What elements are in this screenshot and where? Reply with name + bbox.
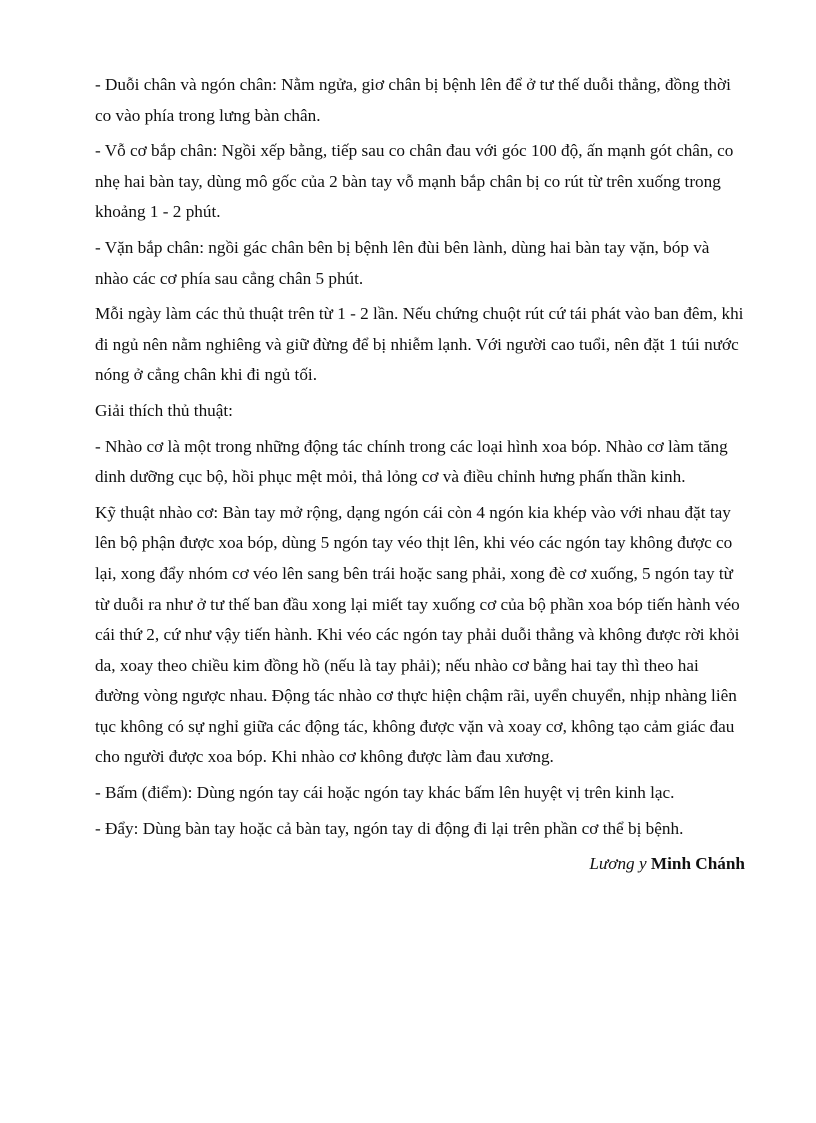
- signature-name: Minh Chánh: [650, 854, 745, 874]
- signature: [95, 849, 745, 880]
- paragraph-day: - Đẩy: Dùng bàn tay hoặc cả bàn tay, ngón tay di động đi lại trên phần cơ thể bị bệnh.: [95, 818, 684, 838]
- paragraph-vo-co-bap-chan: - Vỗ cơ bắp chân: Ngồi xếp bằng, tiếp sau co chân đau với góc 100 độ, ấn mạnh gót chân, co nhẹ hai bàn tay, dùng mô gốc của 2 bàn tay vỗ mạnh bắp chân bị co rút từ trên xuống trong khoảng 1 - 2 phút.: [95, 141, 734, 222]
- signature-role: Lương y: [589, 854, 647, 874]
- paragraph-nhao-co: - Nhào cơ là một trong những động tác chính trong các loại hình xoa bóp. Nhào cơ làm tăng dinh dưỡng cục bộ, hồi phục mệt mỏi, thả lỏng cơ và điều chỉnh hưng phấn thần kinh.: [95, 436, 728, 487]
- document-body: [95, 70, 745, 880]
- paragraph-duoi-chan: - Duỗi chân và ngón chân: Nằm ngửa, giơ chân bị bệnh lên để ở tư thế duỗi thẳng, đồng thời co vào phía trong lưng bàn chân.: [95, 75, 731, 125]
- paragraph-moi-ngay: Mỗi ngày làm các thủ thuật trên từ 1 - 2 lần. Nếu chứng chuột rút cứ tái phát vào ban đêm, khi đi ngủ nên nằm nghiêng và giữ đừng để bị nhiễm lạnh. Với người cao tuổi, nên đặt 1 túi nước nóng ở cẳng chân khi đi ngủ tối.: [95, 304, 744, 385]
- paragraph-ky-thuat-nhao-co: Kỹ thuật nhào cơ: Bàn tay mở rộng, dạng ngón cái còn 4 ngón kia khép vào với nhau đặt tay lên bộ phận được xoa bóp, dùng 5 ngón tay véo thịt lên, khi véo các ngón tay không được co lại, xong đẩy nhóm cơ véo lên sang bên trái hoặc sang phải, xong đè cơ xuống, 5 ngón tay từ từ duỗi ra như ở tư thế ban đầu xong lại miết tay xuống cơ của bộ phần xoa bóp tiến hành véo cái thứ 2, cứ như vậy tiến hành. Khi véo các ngón tay phải duỗi thẳng và không được rời khỏi da, xoay theo chiều kim đồng hồ (nếu là tay phải); nếu nhào cơ bằng hai tay thì theo hai đường vòng ngược nhau. Động tác nhào cơ thực hiện chậm rãi, uyển chuyển, nhịp nhàng liên tục không có sự nghỉ giữa các động tác, không được vặn và xoay cơ, không tạo cảm giác đau cho người được xoa bóp. Khi nhào cơ không được làm đau xương.: [95, 502, 740, 767]
- paragraph-van-bap-chan: - Vặn bắp chân: ngồi gác chân bên bị bệnh lên đùi bên lành, dùng hai bàn tay vặn, bóp và nhào các cơ phía sau cẳng chân 5 phút.: [95, 237, 710, 288]
- paragraph-bam-diem: - Bấm (điểm): Dùng ngón tay cái hoặc ngón tay khác bấm lên huyệt vị trên kinh lạc.: [95, 783, 675, 803]
- paragraph-giai-thich-heading: Giải thích thủ thuật:: [95, 400, 233, 420]
